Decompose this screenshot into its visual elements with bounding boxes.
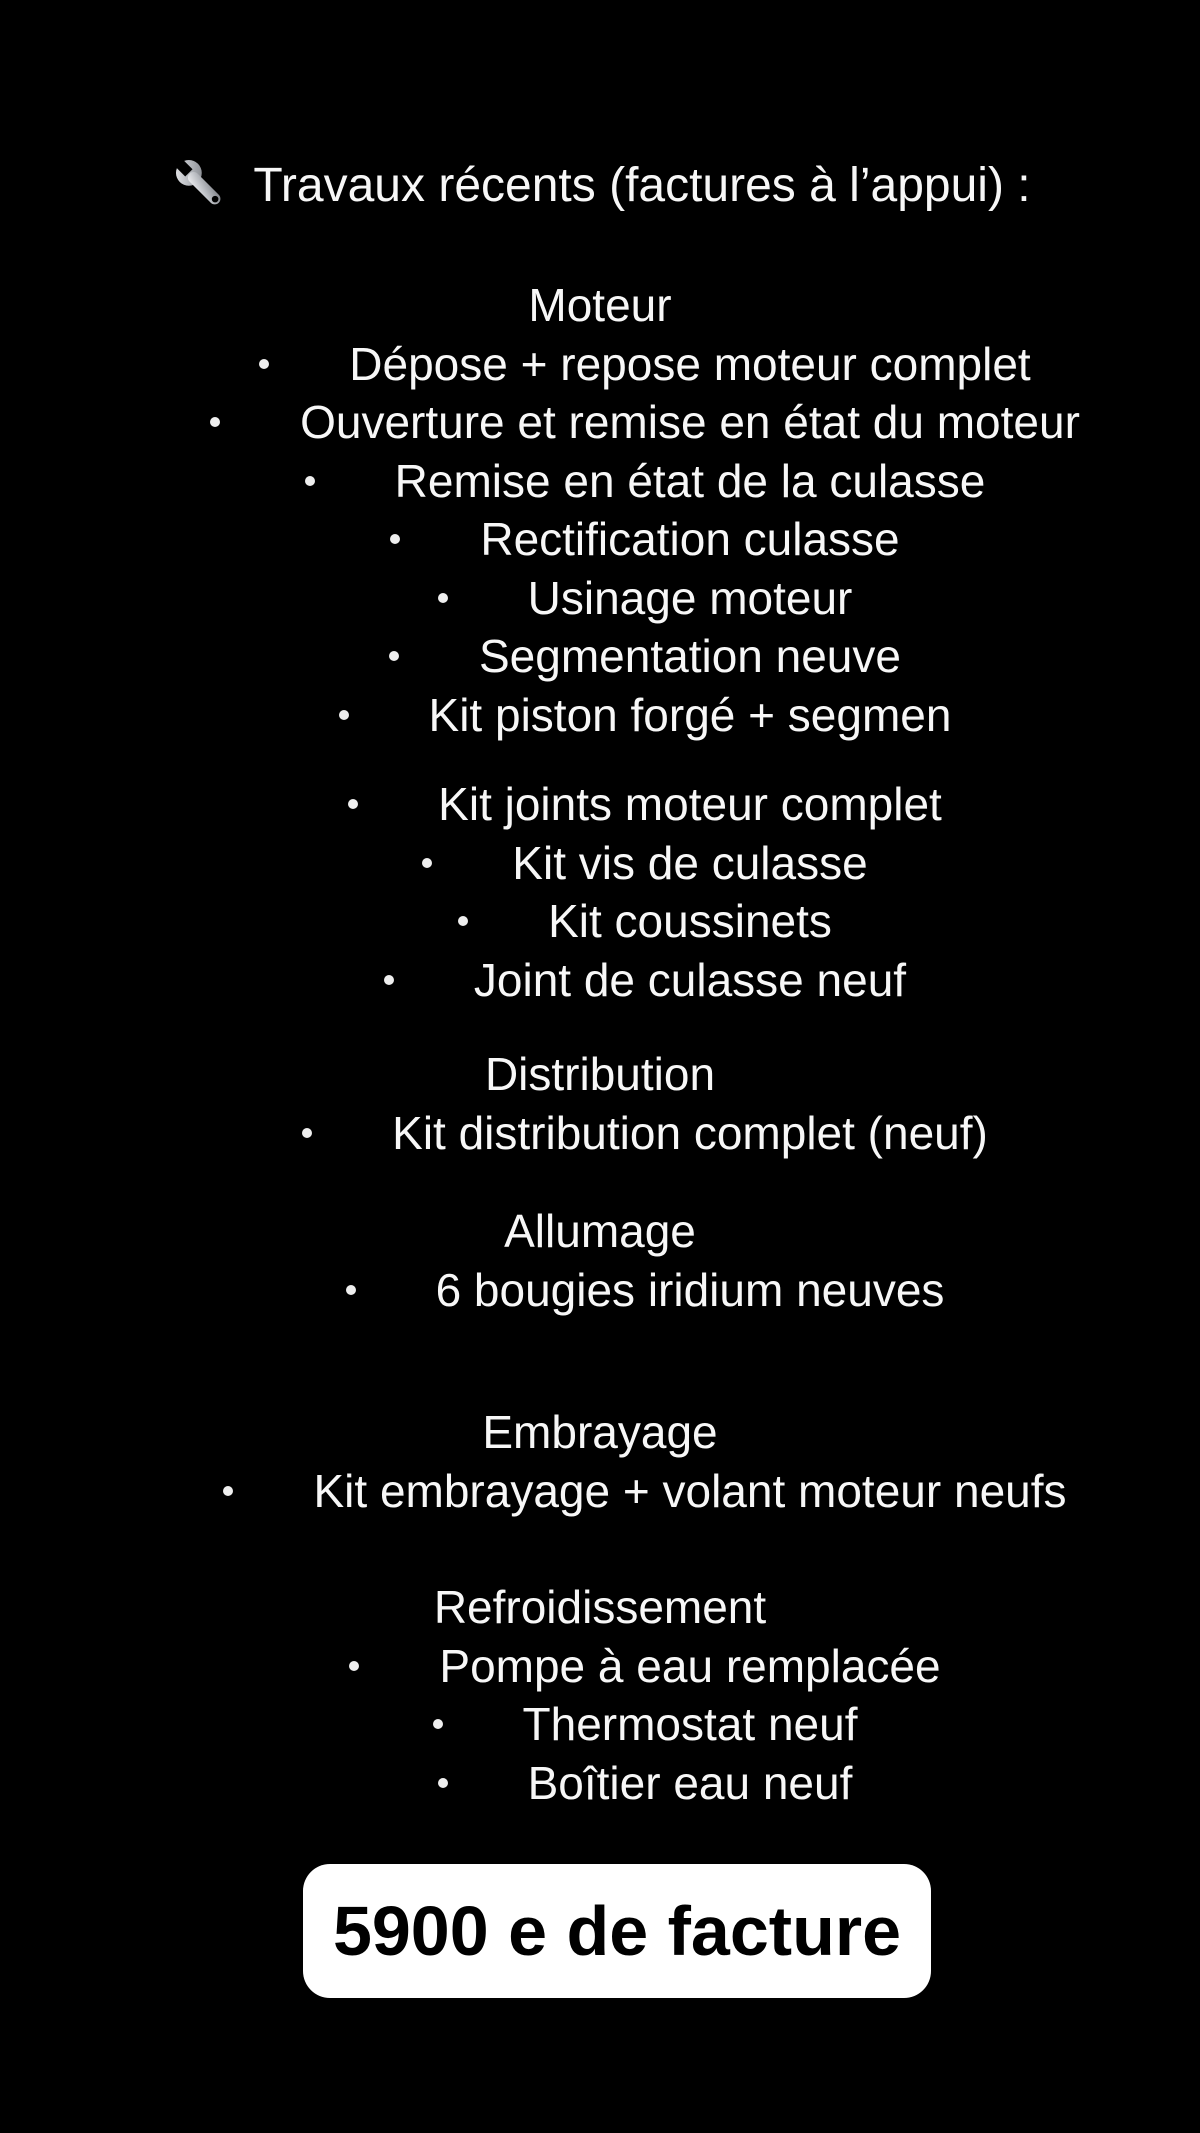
section-items: [0, 1637, 1200, 1813]
list-item-label: Kit distribution complet (neuf): [392, 1106, 988, 1159]
list-item-label: Segmentation neuve: [479, 630, 901, 682]
list-item-label: Kit coussinets: [548, 895, 832, 947]
work-section: [0, 1578, 1200, 1812]
work-section: [0, 775, 1200, 1009]
section-heading: Embrayage: [482, 1406, 718, 1458]
section-heading: Refroidissement: [433, 1581, 767, 1633]
bullet-icon: [433, 1719, 443, 1729]
list-item: [45, 1754, 1200, 1813]
list-item: [45, 951, 1200, 1010]
bullet-icon: [384, 975, 394, 985]
section-items: [0, 1104, 1200, 1163]
page-title: [0, 153, 1200, 219]
wrench-icon: [169, 153, 235, 219]
section-items: [0, 775, 1200, 1009]
list-item: [45, 335, 1200, 394]
bullet-icon: [389, 651, 399, 661]
bullet-icon: [422, 858, 432, 868]
work-section: [0, 1202, 1200, 1319]
list-item: [45, 1637, 1200, 1696]
bullet-icon: [458, 916, 468, 926]
bullet-icon: [390, 534, 400, 544]
list-item-label: Remise en état de la culasse: [394, 454, 986, 507]
list-item-label: Rectification culasse: [480, 513, 900, 565]
bullet-icon: [259, 359, 269, 369]
section-items: [0, 1261, 1200, 1320]
list-item-label: Kit piston forgé + segmen: [428, 688, 952, 741]
list-item: [45, 892, 1200, 951]
section-heading: Moteur: [528, 279, 672, 331]
list-item-label: Ouverture et remise en état du moteur: [300, 396, 1080, 448]
list-item-label: Dépose + repose moteur complet: [349, 337, 1031, 390]
bullet-icon: [349, 1661, 359, 1671]
section-items: [0, 335, 1200, 745]
list-item-label: Joint de culasse neuf: [473, 953, 907, 1006]
work-section: [0, 1403, 1200, 1520]
invoice-badge-row: [17, 1864, 1200, 1998]
list-item-label: Kit joints moteur complet: [438, 778, 942, 830]
list-item: [45, 393, 1200, 452]
list-item-label: Usinage moteur: [527, 571, 853, 624]
page-title-text: Travaux récents (factures à l’appui) :: [253, 159, 1031, 212]
section-heading: Allumage: [504, 1205, 696, 1257]
bullet-icon: [305, 476, 315, 486]
bullet-icon: [210, 417, 220, 427]
list-item-label: Kit embrayage + volant moteur neufs: [313, 1464, 1067, 1517]
list-item-label: 6 bougies iridium neuves: [435, 1263, 945, 1316]
work-section: [0, 1045, 1200, 1162]
list-item: [45, 452, 1200, 511]
bullet-icon: [346, 1285, 356, 1295]
bullet-icon: [438, 1778, 448, 1788]
bullet-icon: [339, 710, 349, 720]
list-item: [45, 834, 1200, 893]
list-item-label: Boîtier eau neuf: [527, 1756, 853, 1809]
list-item: [45, 569, 1200, 628]
list-item: [45, 686, 1200, 745]
list-item-label: Pompe à eau remplacée: [439, 1639, 941, 1692]
section-heading: Distribution: [484, 1048, 716, 1100]
list-item: [45, 1261, 1200, 1320]
list-item-label: Kit vis de culasse: [512, 836, 868, 889]
work-section: [0, 276, 1200, 744]
bullet-icon: [438, 593, 448, 603]
list-item: [45, 510, 1200, 569]
bullet-icon: [223, 1486, 233, 1496]
invoice-total-badge: 5900 e de facture: [303, 1864, 931, 1998]
list-item: [45, 627, 1200, 686]
list-item: [45, 1695, 1200, 1754]
list-item: [45, 1462, 1200, 1521]
list-item-label: Thermostat neuf: [522, 1698, 858, 1750]
list-item: [45, 1104, 1200, 1163]
list-item: [45, 775, 1200, 834]
bullet-icon: [348, 799, 358, 809]
work-list: [0, 276, 1200, 1812]
bullet-icon: [302, 1128, 312, 1138]
section-items: [0, 1462, 1200, 1521]
